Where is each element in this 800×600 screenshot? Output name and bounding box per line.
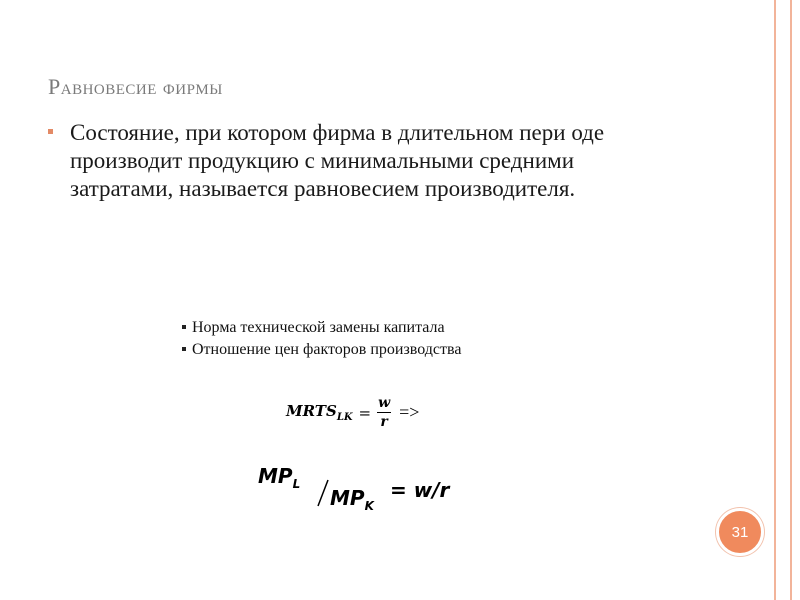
main-bullet bbox=[48, 119, 648, 203]
page-number-badge: 31 bbox=[716, 508, 764, 556]
bullet-marker bbox=[182, 325, 186, 329]
division-slash bbox=[316, 478, 330, 508]
border-line bbox=[774, 0, 776, 600]
implies-sign: => bbox=[399, 402, 420, 422]
bullet-marker bbox=[48, 129, 53, 134]
equals-sign: = bbox=[358, 403, 372, 422]
sub-bullet-list bbox=[182, 318, 461, 362]
main-bullet-text: Состояние, при котором фирма в длительном пери оде производит продукцию с минимальными средними затратами, называется равновесием производителя. bbox=[70, 120, 605, 201]
mrts-term: $MRTS_{LK}$ bbox=[286, 402, 353, 423]
fraction-denominator: r bbox=[380, 414, 388, 430]
bullet-marker bbox=[182, 347, 186, 351]
sub-bullet-item bbox=[182, 340, 461, 362]
sub-bullet-item bbox=[182, 318, 461, 340]
sub-bullet-text: Отношение цен факторов производства bbox=[192, 341, 462, 358]
price-ratio-fraction bbox=[377, 396, 391, 429]
slide-title: Равновесие фирмы bbox=[48, 74, 223, 99]
rhs-term: = w/r bbox=[390, 478, 450, 502]
mp-l-term: $MP_L$ bbox=[258, 464, 301, 491]
fraction-bar bbox=[377, 412, 391, 413]
fraction-numerator: w bbox=[378, 395, 391, 411]
border-line bbox=[790, 0, 792, 600]
decorative-border bbox=[770, 0, 800, 600]
mp-k-term: $MP_K$ bbox=[330, 486, 374, 513]
mrts-formula bbox=[286, 396, 419, 429]
sub-bullet-text: Норма технической замены капитала bbox=[192, 319, 445, 336]
